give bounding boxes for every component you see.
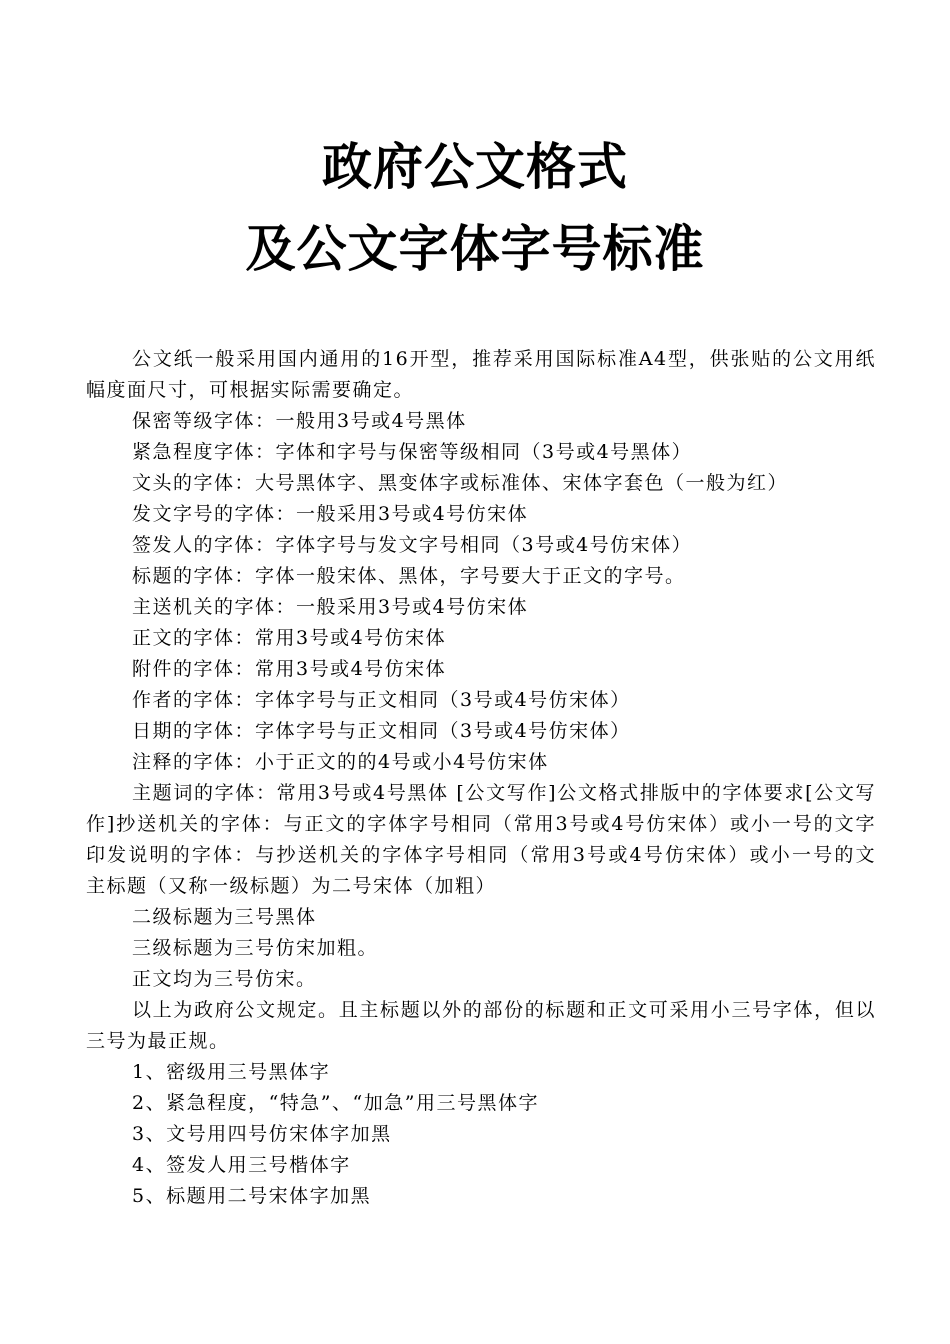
- paragraph-third-level-title: 三级标题为三号仿宋加粗。: [132, 937, 379, 959]
- paragraph-author-font: 作者的字体：字体字号与正文相同（3号或4号仿宋体）: [132, 689, 631, 711]
- list-item-secrecy: 1、密级用三号黑体字: [132, 1061, 331, 1083]
- paragraph-date-font: 日期的字体：字体字号与正文相同（3号或4号仿宋体）: [132, 720, 631, 742]
- paragraph-paper-size: 公文纸一般采用国内通用的16开型，推荐采用国际标准A4型，供张贴的公文用纸幅度面尺寸，可根据实际需要确定。: [86, 348, 876, 401]
- paragraph-signer-font: 签发人的字体：字体字号与发文字号相同（3号或4号仿宋体）: [132, 534, 693, 556]
- paragraph-note-font: 注释的字体：小于正文的的4号或小4号仿宋体: [132, 751, 549, 773]
- title-line-1: 政府公文格式: [322, 138, 628, 196]
- paragraph-attachment-font: 附件的字体：常用3号或4号仿宋体: [132, 658, 447, 680]
- paragraph-recipient-font: 主送机关的字体：一般采用3号或4号仿宋体: [132, 596, 529, 618]
- paragraph-second-level-title: 二级标题为三号黑体: [132, 906, 317, 928]
- list-item-doc-number: 3、文号用四号仿宋体字加黑: [132, 1123, 392, 1145]
- list-item-urgency: 2、紧急程度，“特急”、“加急”用三号黑体字: [132, 1092, 539, 1114]
- document-title: [0, 126, 950, 290]
- list-item-signer: 4、签发人用三号楷体字: [132, 1154, 351, 1176]
- document-body: [86, 344, 876, 1212]
- paragraph-title-font: 标题的字体：字体一般宋体、黑体，字号要大于正文的字号。: [132, 565, 686, 587]
- paragraph-doc-number-font: 发文字号的字体：一般采用3号或4号仿宋体: [132, 503, 529, 525]
- paragraph-main-text-font: 正文的字体：常用3号或4号仿宋体: [132, 627, 447, 649]
- paragraph-government-rule: 以上为政府公文规定。且主标题以外的部份的标题和正文可采用小三号字体，但以三号为最正规。: [86, 999, 876, 1052]
- paragraph-main-text: 正文均为三号仿宋。: [132, 968, 317, 990]
- list-item-title: 5、标题用二号宋体字加黑: [132, 1185, 372, 1207]
- paragraph-secrecy-font: 保密等级字体：一般用3号或4号黑体: [132, 410, 467, 432]
- paragraph-keyword-font: 主题词的字体：常用3号或4号黑体 [公文写作]公文格式排版中的字体要求[公文写作]抄送机关的字体：与正文的字体字号相同（常用3号或4号仿宋体）或小一号的文字印发说明的字体：与抄送机关的字体字号相同（常用3号或4号仿宋体）或小一号的文 主标题（又称一级标题）为二号宋体（加粗）: [86, 782, 876, 897]
- paragraph-header-font: 文头的字体：大号黑体字、黑变体字或标准体、宋体字套色（一般为红）: [132, 472, 789, 494]
- title-line-2: 及公文字体字号标准: [245, 220, 705, 278]
- paragraph-urgency-font: 紧急程度字体：字体和字号与保密等级相同（3号或4号黑体）: [132, 441, 693, 463]
